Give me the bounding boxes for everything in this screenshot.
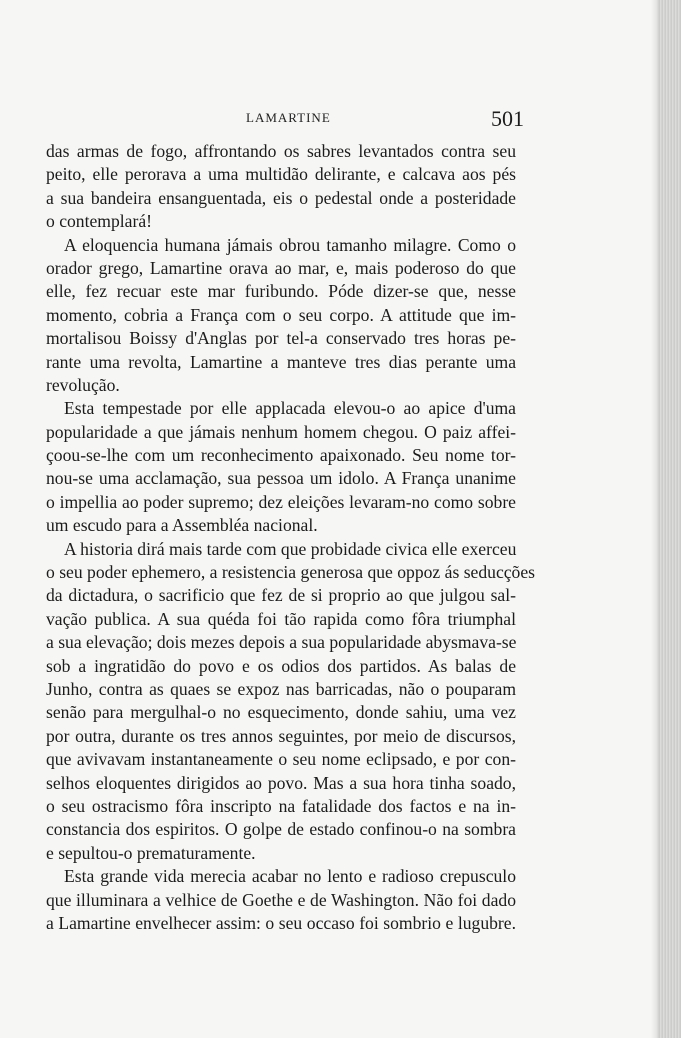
text-line: Esta tempestade por elle applacada elevou-o ao apice d'uma bbox=[64, 398, 516, 419]
text-line: çoou-se-lhe com um reconhecimento apaixonado. Seu nome tor- bbox=[46, 445, 516, 466]
text-line: selhos eloquentes dirigidos ao povo. Mas a sua hora tinha soado, bbox=[46, 772, 516, 793]
text-line: vação publica. A sua quéda foi tão rapida como fôra triumphal bbox=[46, 608, 516, 629]
text-line: Junho, contra as quaes se expoz nas barricadas, não o pouparam bbox=[46, 678, 516, 699]
text-line: popularidade a que jámais nenhum homem chegou. O paiz affei- bbox=[46, 421, 516, 442]
text-line: sob a ingratidão do povo e os odios dos partidos. As balas de bbox=[46, 655, 516, 676]
text-line: e sepultou-o prematuramente. bbox=[46, 842, 256, 863]
text-line: a sua bandeira ensanguentada, eis o pedestal onde a posteridade bbox=[46, 187, 516, 208]
text-line: o contemplará! bbox=[46, 211, 153, 232]
text-line: da dictadura, o sacrificio que fez de si proprio ao que julgou sal- bbox=[46, 585, 516, 606]
text-line: elle, fez recuar este mar furibundo. Póde dizer-se que, nesse bbox=[46, 281, 516, 302]
text-line: revolução. bbox=[46, 374, 120, 395]
text-line: nou-se uma acclamação, sua pessoa um idolo. A França unanime bbox=[46, 468, 516, 489]
text-line: momento, cobria a França com o seu corpo. A attitude que im- bbox=[46, 304, 516, 325]
text-line: rante uma revolta, Lamartine a manteve tres dias perante uma bbox=[46, 351, 516, 372]
text-line: orador grego, Lamartine orava ao mar, e, mais poderoso do que bbox=[46, 257, 516, 278]
text-line: que avivavam instantaneamente o seu nome eclipsado, e por con- bbox=[46, 749, 516, 770]
text-line: a Lamartine envelhecer assim: o seu occaso foi sombrio e lugubre. bbox=[46, 912, 516, 933]
text-line: Esta grande vida merecia acabar no lento e radioso crepusculo bbox=[64, 866, 516, 887]
text-line: constancia dos espiritos. O golpe de estado confinou-o na sombra bbox=[46, 819, 516, 840]
text-line: A historia dirá mais tarde com que probidade civica elle exerceu bbox=[64, 538, 517, 559]
text-line: A eloquencia humana jámais obrou tamanho milagre. Como o bbox=[64, 234, 516, 255]
text-line: das armas de fogo, affrontando os sabres levantados contra seu bbox=[46, 141, 516, 161]
text-line: um escudo para a Assembléa nacional. bbox=[46, 515, 318, 536]
running-head: LAMARTINE bbox=[246, 110, 331, 125]
text-line: o seu ostracismo fôra inscripto na fatalidade dos factos e na in- bbox=[46, 795, 516, 816]
text-line: por outra, durante os tres annos seguintes, por meio de discursos, bbox=[46, 725, 516, 746]
text-line: o seu poder ephemero, a resistencia generosa que oppoz ás seducções bbox=[46, 562, 536, 583]
text-line: o impellia ao poder supremo; dez eleições levaram-no como sobre bbox=[46, 491, 516, 512]
body-text bbox=[46, 140, 536, 935]
text-line: mortalisou Boissy d'Anglas por tel-a conservado tres horas pe- bbox=[46, 328, 516, 349]
page-number: 501 bbox=[491, 106, 524, 131]
text-line: peito, elle perorava a uma multidão delirante, e calcava aos pés bbox=[46, 164, 516, 185]
text-line: a sua elevação; dois mezes depois a sua popularidade abysmava-se bbox=[46, 632, 517, 653]
text-line: que illuminara a velhice de Goethe e de Washington. Não foi dado bbox=[46, 889, 516, 910]
text-line: senão para mergulhal-o no esquecimento, donde sahiu, uma vez bbox=[46, 702, 516, 723]
page-stack-edge bbox=[657, 0, 681, 1038]
